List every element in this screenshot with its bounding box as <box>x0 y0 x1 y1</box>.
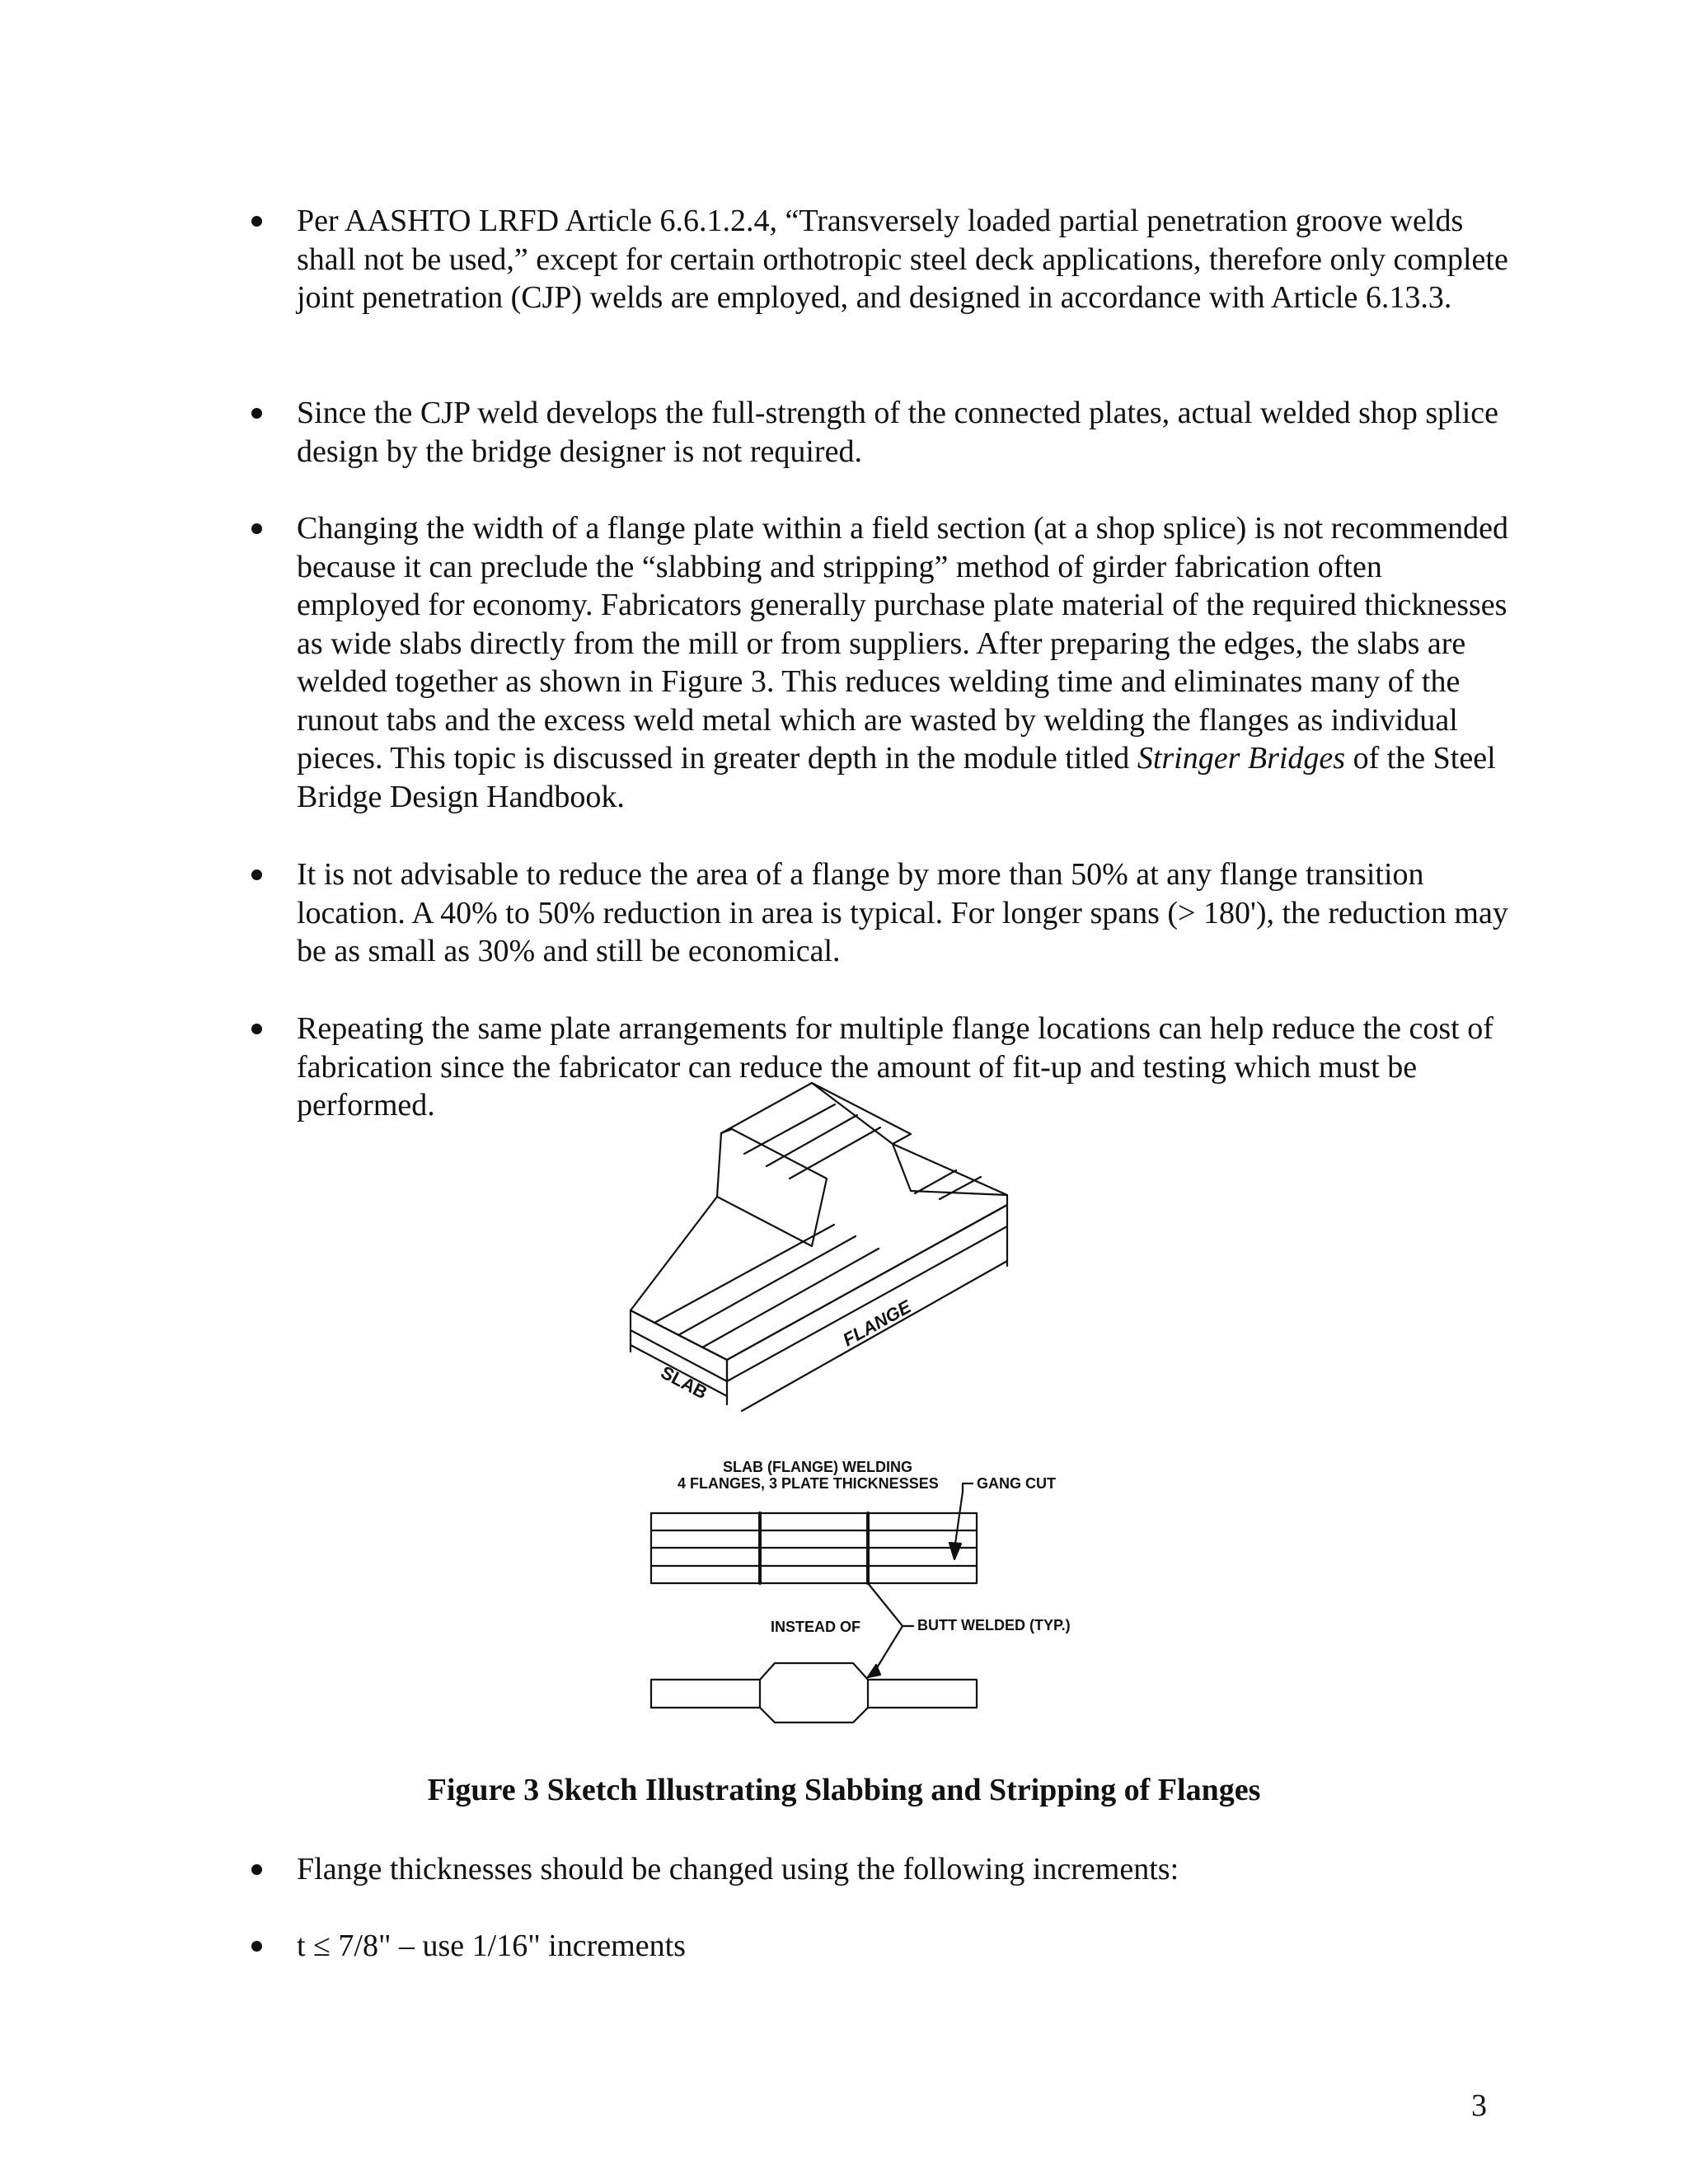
flange-label: FLANGE <box>839 1296 915 1351</box>
individual-flange-drawing <box>651 1663 977 1722</box>
slab-welding-title: SLAB (FLANGE) WELDING <box>723 1459 912 1475</box>
butt-welded-label: BUTT WELDED (TYP.) <box>917 1617 1071 1633</box>
page-number: 3 <box>1471 2088 1487 2123</box>
flange-outline <box>651 1663 977 1722</box>
strip-lines <box>651 1530 977 1566</box>
bullet-text: Per AASHTO LRFD Article 6.6.1.2.4, “Transversely loaded partial penetration groove welds shall not be used,” except for certain orthotropic steel deck applications, therefore only complete joint penetration (CJP) welds are employed, and designed in accordance with Article 6.13.3. <box>297 204 1508 315</box>
bullet-text: Changing the width of a flange plate within a field section (at a shop splice) is not recommended because it can preclude the “slabbing and stripping” method of girder fabrication often employed for economy. Fabricators generally purchase plate material of the required thicknesses as wide slabs directly from the mill or from suppliers. After preparing the edges, the slabs are welded together as shown in Figure 3. This reduces welding time and eliminates many of the runout tabs and the excess weld metal which are wasted by welding the flanges as individual pieces. This topic is discussed in greater depth in the module titled Stringer Bridges of the Steel Bridge Design Handbook. <box>297 511 1508 814</box>
butt-weld-leader <box>874 1626 903 1673</box>
module-title: Stringer Bridges <box>1137 741 1346 776</box>
slab-label: SLAB <box>657 1361 711 1404</box>
bullet-text: Since the CJP weld develops the full-strength of the connected plates, actual welded shop splice design by the bridge designer is not required. <box>297 396 1499 469</box>
strip-line <box>678 1236 856 1335</box>
slab-top-outline <box>631 1083 1007 1360</box>
figure-caption: Figure 3 Sketch Illustrating Slabbing and Stripping of Flanges <box>427 1773 1261 1807</box>
strip-line <box>744 1104 835 1154</box>
bullet-text: Repeating the same plate arrangements for multiple flange locations can help reduce the cost of fabrication since the fabricator can reduce the amount of fit-up and testing which must be performed. <box>297 1011 1493 1122</box>
gang-cut-arrow <box>954 1492 963 1549</box>
slab-side-face <box>727 1205 1007 1381</box>
step-line <box>717 1197 812 1246</box>
instead-of-label: INSTEAD OF <box>771 1619 861 1635</box>
bullet-text: It is not advisable to reduce the area of a flange by more than 50% at any flange transition location. A 40% to 50% reduction in area is typical. For longer spans (> 180'), the reduction may be as small as 30% and still be economical. <box>297 857 1508 968</box>
strip-line <box>790 1127 880 1179</box>
gang-cut-leader <box>963 1483 973 1492</box>
gang-cut-label: GANG CUT <box>977 1475 1056 1492</box>
arrowhead <box>950 1543 961 1559</box>
isometric-slab-drawing <box>631 1083 1007 1411</box>
butt-weld-leader <box>868 1583 913 1626</box>
step-line <box>721 1129 827 1246</box>
strip-line <box>654 1225 834 1323</box>
slab-welding-subtitle: 4 FLANGES, 3 PLATE THICKNESSES <box>678 1475 939 1492</box>
strip-line <box>767 1115 857 1166</box>
transition-lines <box>760 1680 868 1708</box>
bullet-text: Flange thicknesses should be changed using the following increments: <box>297 1852 1179 1886</box>
strip-line <box>940 1177 981 1199</box>
strip-line <box>915 1170 956 1193</box>
slab-plan-view <box>651 1459 1056 1583</box>
bullet-text: t ≤ 7/8" – use 1/16" increments <box>297 1929 686 1963</box>
